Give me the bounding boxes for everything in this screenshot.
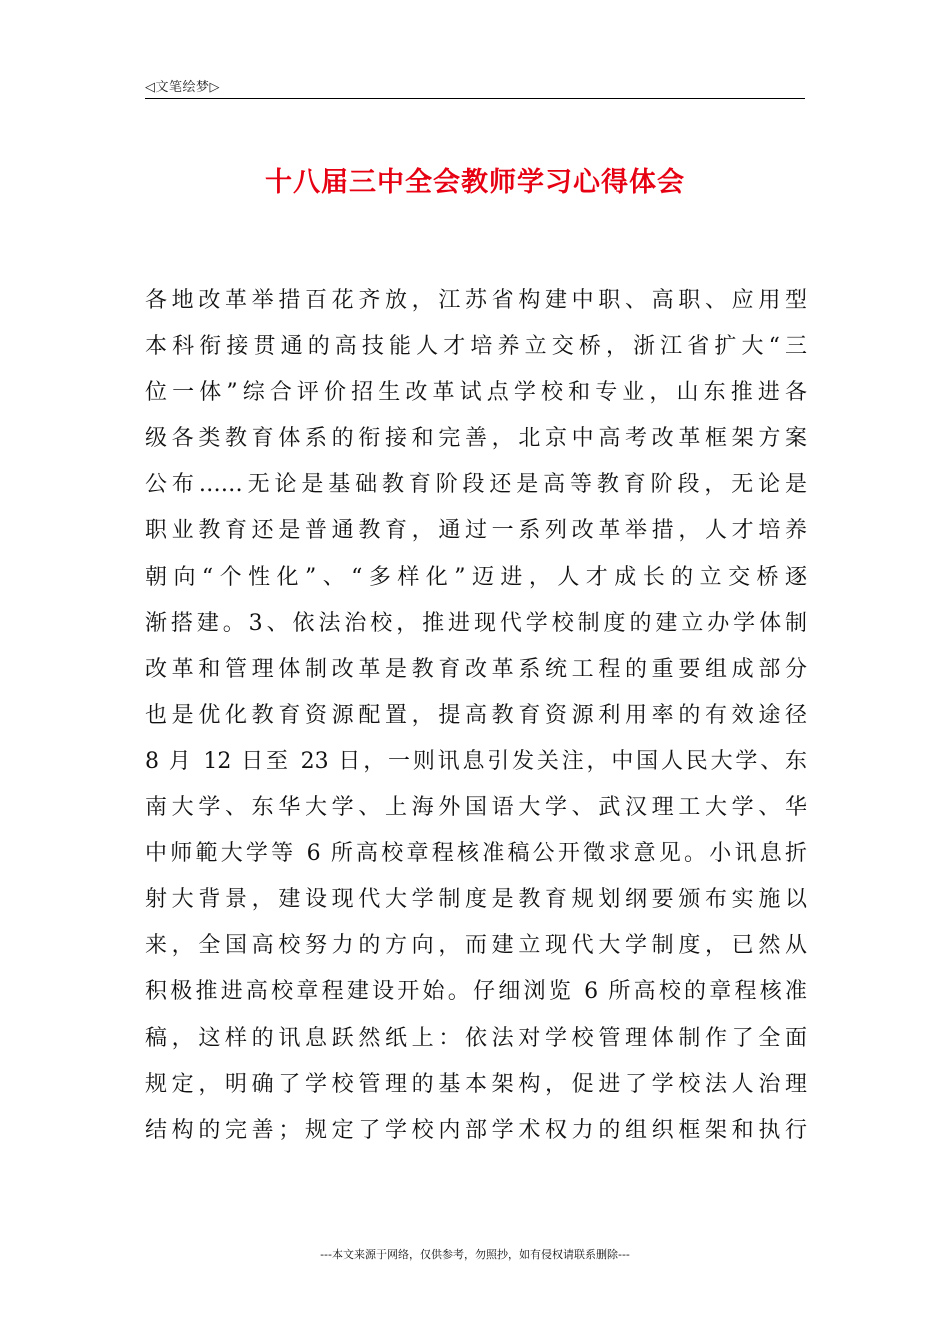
page-header <box>145 72 805 99</box>
document-title: 十八届三中全会教师学习心得体会 <box>265 167 685 198</box>
body-line: 来，全国高校努力的方向，而建立现代大学制度，已然从 <box>145 933 807 959</box>
body-line: 渐搭建。3、依法治校，推进现代学校制度的建立办学体制 <box>145 610 807 636</box>
body-line: 积极推进高校章程建设开始。仔细浏览 6 所高校的章程核准 <box>145 979 807 1005</box>
body-line: 本科衔接贯通的高技能人才培养立交桥，浙江省扩大“三 <box>145 334 807 360</box>
body-line: 位一体”综合评价招生改革试点学校和专业，山东推进各 <box>145 380 807 406</box>
body-line: 职业教育还是普通教育，通过一系列改革举措，人才培养 <box>145 518 807 544</box>
footer-disclaimer: ---本文来源于网络，仅供参考，勿照抄，如有侵权请联系删除--- <box>320 1248 630 1261</box>
body-line: 公布……无论是基础教育阶段还是高等教育阶段，无论是 <box>145 472 807 498</box>
body-line: 也是优化教育资源配置，提高教育资源利用率的有效途径 <box>145 702 807 728</box>
body-line: 8 月 12 日至 23 日，一则讯息引发关注，中国人民大学、东 <box>145 748 807 774</box>
body-line: 射大背景，建设现代大学制度是教育规划纲要颁布实施以 <box>145 887 807 913</box>
body-line: 级各类教育体系的衔接和完善，北京中高考改革框架方案 <box>145 426 807 452</box>
body-line: 各地改革举措百花齐放，江苏省构建中职、高职、应用型 <box>145 288 807 313</box>
body-line: 规定，明确了学校管理的基本架构，促进了学校法人治理 <box>145 1071 807 1097</box>
body-line: 朝向“个性化”、“多样化”迈进，人才成长的立交桥逐 <box>145 564 807 590</box>
body-line: 中师範大学等 6 所高校章程核准稿公开徵求意见。小讯息折 <box>145 841 807 867</box>
body-line: 稿，这样的讯息跃然纸上：依法对学校管理体制作了全面 <box>145 1025 807 1051</box>
body-line: 结构的完善；规定了学校内部学术权力的组织框架和执行 <box>145 1117 807 1143</box>
body-line: 改革和管理体制改革是教育改革系统工程的重要组成部分 <box>145 656 807 682</box>
header-brand: ◁文笔绘梦▷ <box>145 80 220 95</box>
body-line: 南大学、东华大学、上海外国语大学、武汉理工大学、华 <box>145 795 807 821</box>
document-body <box>145 278 807 1154</box>
